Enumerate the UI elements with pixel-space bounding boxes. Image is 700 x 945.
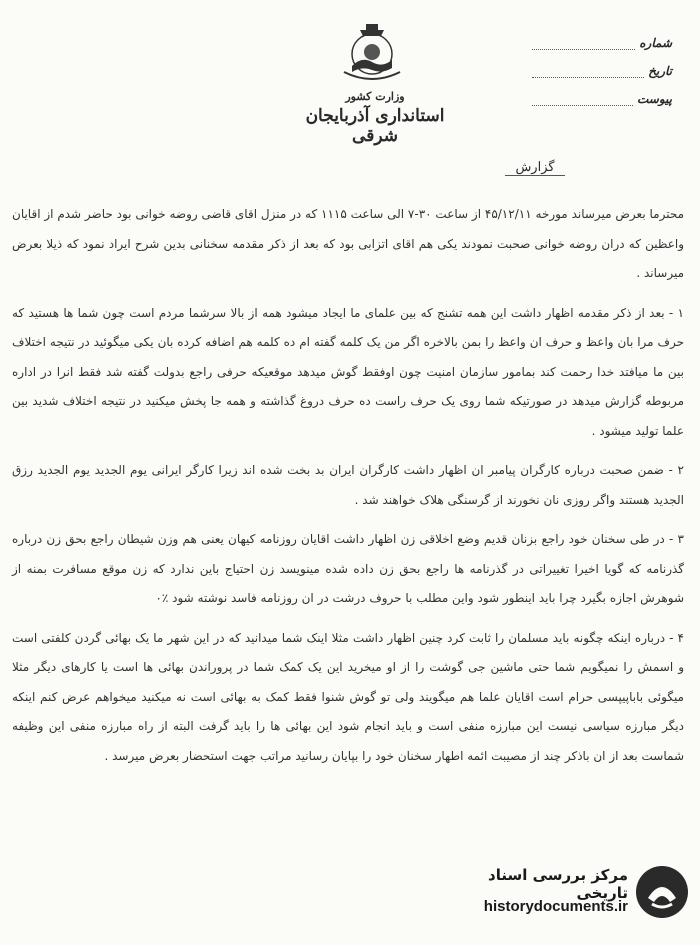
- watermark-url: historydocuments.ir: [483, 898, 628, 915]
- number-label: شماره: [639, 36, 672, 50]
- attachment-line: [532, 93, 633, 106]
- lion-and-sun-emblem-icon: [338, 22, 406, 82]
- watermark-title: مرکز بررسی اسناد تاریخی: [488, 866, 628, 902]
- attachment-label: پیوست: [637, 92, 672, 106]
- paragraph-2: ۲ - ضمن صحبت درباره کارگران پیامبر ان اظهار داشت کارگران ایران بد بخت شده اند زیرا کارگر ایرانی یوم الجدید یوم الجدید رزق الجدید هستند واگر روزی نان نخورند از گرسنگی هلاک خواهند شد .: [12, 463, 684, 507]
- archive-watermark: [440, 858, 690, 936]
- paragraph-intro: محترما بعرض میرساند مورخه ۴۵/۱۲/۱۱ از ساعت ۳۰-۷ الی ساعت ۱۱۱۵ که در منزل اقای قاضی روضه خوانی بود حاضر شدم از اقایان واعظین که دران روضه خوانی صحبت نمودند یکی هم اقای اتزابی بود که بعد از ذکر مقدمه سخنانی بدین شرح ایراد نمود که ذیلا بعرض میرساند .: [12, 207, 684, 280]
- date-line: [532, 65, 644, 78]
- governorate-name: استانداری آذربایجان شرقی: [305, 106, 445, 146]
- number-field: [532, 36, 672, 50]
- paragraph-3: ۳ - در طی سخنان خود راجع بزنان قدیم وضع اخلاقی زن اظهار داشت اقایان روزنامه کیهان یعنی هم وزن شیطان راجع بحق زن درباره گذرنامه که گویا اخیرا تغییراتی در گذرنامه ها راجع بحق زن داده شده مینویسد زن احتیاج باین ندارد که زن موقع مسافرت بمنه از شوهرش اجازه بگیرد چرا باید اینطور شود واین مطلب با حروف درشت در ان روزنامه فاسد نوشته شود ٪۰: [12, 532, 684, 605]
- ministry-name-small: وزارت کشور: [345, 90, 405, 103]
- number-line: [532, 37, 635, 50]
- attachment-field: [532, 92, 672, 106]
- date-label: تاریخ: [648, 64, 672, 78]
- report-title: گزارش: [505, 160, 565, 176]
- report-body: [12, 200, 684, 781]
- archive-logo-icon: [634, 864, 690, 920]
- paragraph-1: ۱ - بعد از ذکر مقدمه اظهار داشت این همه تشنج که بین علمای ما ایجاد میشود همه از بالا سرشما مردم است چون شما ها هستید که حرف مرا بان واعظ و حرف ان واعظ را بمن بالاخره اگر من یک کلمه گفته ام ده کلمه هم اضافه کرده بان یکی میگوئید در نتیجه اختلاف بین ما میافتد خدا رحمت کند بمامور سازمان امنیت چون اوفقط گوش میدهد موقعیکه حرفی راجع بدولت گفته شد فقط انرا در اداره مربوطه گزارش میدهد در صورتیکه شما روی یک حرف راست ده حرف دروغ گذاشته و همه جا پخش میکنید در نتیجه اختلاف شدید بین علما تولید میشود .: [12, 305, 684, 438]
- date-field: [532, 64, 672, 78]
- paragraph-4: ۴ - درباره اینکه چگونه باید مسلمان را ثابت کرد چنین اظهار داشت مثلا اینک شما میدانید که در این شهر ما یک بهائی گردن کلفتی است و اسمش را نمیگویم شما حتی ماشین جی گوشت را از او میخرید این یک کمک شما در پروراندن بهائی ها است یا کارهای دیگر مثلا میگوئی باباپیپسی حرام است اقایان علما هم میگویند ولی تو گوش شنوا فقط کمک به بهائی است نه میکنید میخواهم عرض کنم اینکه دیگر مبارزه سیاسی نیست این مبارزه منفی است و باید انجام شود این بهائی ها را باید گرفت البته از راه مبارزه منفی این وظیفه شماست بعد از ان باذکر چند از مصیبت ائمه اطهار سخنان خود را بپایان رسانید مراتب جهت استحضار بعرض میرسد .: [12, 630, 684, 763]
